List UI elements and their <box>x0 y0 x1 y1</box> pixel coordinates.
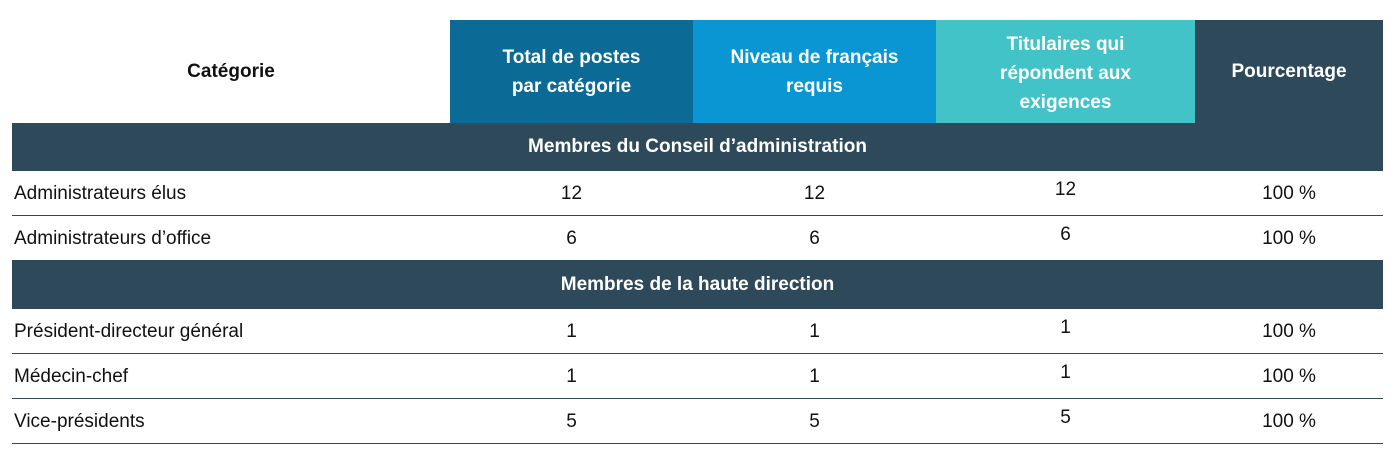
header-titulaires <box>936 20 1195 123</box>
cell-total: 5 <box>566 410 577 432</box>
cell-titulaires: 1 <box>1060 361 1071 383</box>
cell-titulaires: 6 <box>1060 223 1071 245</box>
header-total-line1: Total de postes <box>502 46 641 68</box>
cell-niveau: 1 <box>809 365 820 387</box>
cell-category: Médecin-chef <box>14 365 129 387</box>
header-total-postes <box>450 20 693 123</box>
cell-category: Administrateurs élus <box>14 182 187 204</box>
table-row <box>12 399 1383 444</box>
section-title: Membres de la haute direction <box>560 274 835 295</box>
cell-pourcentage: 100 % <box>1262 227 1316 249</box>
cell-total: 1 <box>566 365 577 387</box>
header-pourcentage-label: Pourcentage <box>1231 61 1347 82</box>
header-titulaires-line3: exigences <box>1019 92 1112 113</box>
cell-niveau: 1 <box>809 320 820 342</box>
cell-titulaires: 5 <box>1060 406 1071 428</box>
table-row <box>12 309 1383 354</box>
cell-niveau: 6 <box>809 227 820 249</box>
header-pourcentage <box>1195 20 1383 123</box>
header-category <box>12 20 450 123</box>
header-niveau-line2: requis <box>785 75 843 97</box>
cell-niveau: 5 <box>809 410 820 432</box>
header-total-line2: par catégorie <box>511 75 632 97</box>
header-niveau-line1: Niveau de français <box>730 46 899 68</box>
cell-total: 12 <box>560 182 583 204</box>
header-titulaires-line1: Titulaires qui <box>1006 34 1125 55</box>
cell-pourcentage: 100 % <box>1262 365 1316 387</box>
cell-total: 1 <box>566 320 577 342</box>
section-band-direction <box>12 261 1383 309</box>
cell-titulaires: 12 <box>1054 178 1077 200</box>
cell-category: Vice-présidents <box>14 410 145 432</box>
cell-pourcentage: 100 % <box>1262 320 1316 342</box>
cell-pourcentage: 100 % <box>1262 182 1316 204</box>
cell-category: Administrateurs d’office <box>14 227 212 249</box>
header-titulaires-line2: répondent aux <box>1000 63 1131 84</box>
section-band-conseil <box>12 123 1383 171</box>
section-title: Membres du Conseil d’administration <box>528 136 867 157</box>
table-row <box>12 216 1383 261</box>
cell-niveau: 12 <box>803 182 826 204</box>
cell-total: 6 <box>566 227 577 249</box>
header-niveau-francais <box>693 20 936 123</box>
header-row <box>12 20 1383 123</box>
cell-titulaires: 1 <box>1060 316 1071 338</box>
cell-pourcentage: 100 % <box>1262 410 1316 432</box>
cell-category: Président-directeur général <box>14 320 244 342</box>
table-row <box>12 354 1383 399</box>
header-category-label: Catégorie <box>187 61 275 82</box>
table-row <box>12 171 1383 216</box>
